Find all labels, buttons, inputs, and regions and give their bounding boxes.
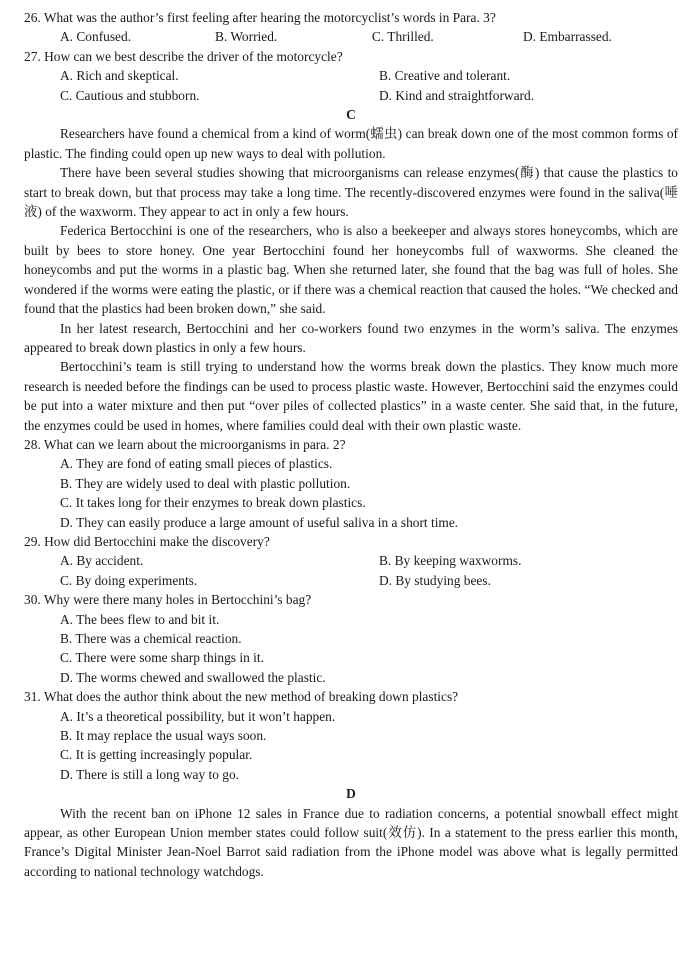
- question-31-option-c: C. It is getting increasingly popular.: [60, 747, 253, 763]
- question-28-option-c: C. It takes long for their enzymes to break down plastics.: [60, 495, 366, 511]
- section-c-heading: C: [346, 107, 356, 123]
- question-26-option-b: B. Worried.: [214, 29, 278, 45]
- section-c-paragraph-1: Researchers have found a chemical from a kind of worm(蠕虫) can break down one of the most common forms of plastic. The finding could open up new ways to deal with pollution.: [24, 126, 678, 161]
- question-26-option-d: D. Embarrassed.: [523, 29, 612, 45]
- question-30-option-d: D. The worms chewed and swallowed the plastic.: [60, 669, 326, 685]
- question-31-option-b: B. It may replace the usual ways soon.: [60, 728, 267, 744]
- question-29-options-row1: [24, 551, 678, 570]
- question-28-option-b: B. They are widely used to deal with plastic pollution.: [60, 475, 351, 491]
- section-c-paragraph-4: In her latest research, Bertocchini and her co-workers found two enzymes in the worm’s saliva. The enzymes appeared to break down plastics in only a few hours.: [24, 320, 678, 355]
- section-c-paragraph-3: Federica Bertocchini is one of the researchers, who is also a beekeeper and always stores honeycombs, which are built by bees to store honey. One year Bertocchini found her honeycombs full of waxworms. She cleaned the honeycombs and put the worms in a plastic bag. When she returned later, she found that the bag was full of holes. She wondered if the worms were eating the plastic, or if there was a chemical reaction that caused the holes. “We checked and found that the plastics had been broken down,” she said.: [24, 223, 678, 317]
- section-c-paragraph-5: Bertocchini’s team is still trying to understand how the worms break down the plastics. They know much more research is needed before the findings can be used to process plastic waste. However, Bertocchini said the enzymes could be put into a water mixture and then put “over piles of collected plastics” in a waste center. She said that, in the future, the enzymes could be used in homes, where families could deal with their own plastic waste.: [24, 359, 678, 433]
- question-27-option-d: D. Kind and straightforward.: [378, 87, 535, 103]
- question-28-stem: 28. What can we learn about the microorganisms in para. 2?: [24, 436, 346, 452]
- question-27-option-b: B. Creative and tolerant.: [378, 68, 511, 84]
- question-27-option-a: A. Rich and skeptical.: [60, 68, 179, 84]
- question-29-option-c: C. By doing experiments.: [60, 572, 198, 588]
- section-d-paragraph-1: With the recent ban on iPhone 12 sales in France due to radiation concerns, a potential snowball effect might appear, as other European Union member states could follow suit(效仿). In a statement to the press earlier this month, France’s Digital Minister Jean-Noel Barrot said radiation from the iPhone model was above what is legally permitted according to national technology watchdogs.: [24, 805, 678, 879]
- question-31-option-a: A. It’s a theoretical possibility, but it won’t happen.: [60, 708, 336, 724]
- question-30-option-b: B. There was a chemical reaction.: [60, 631, 242, 646]
- question-31-option-d: D. There is still a long way to go.: [60, 766, 240, 782]
- question-29-option-d: D. By studying bees.: [378, 572, 491, 588]
- question-30-option-c: C. There were some sharp things in it.: [60, 650, 264, 666]
- question-27-stem: 27. How can we best describe the driver of the motorcycle?: [24, 48, 343, 64]
- question-29-option-b: B. By keeping waxworms.: [378, 553, 522, 569]
- question-26-option-c: C. Thrilled.: [371, 29, 434, 45]
- question-30-option-a: A. The bees flew to and bit it.: [60, 611, 220, 627]
- question-27-options-row2: [24, 86, 678, 105]
- question-29-options-row2: [24, 571, 678, 590]
- question-29-option-a: A. By accident.: [60, 553, 144, 569]
- question-30-stem: 30. Why were there many holes in Bertocchini’s bag?: [24, 592, 312, 608]
- question-26-option-a: A. Confused.: [60, 29, 132, 45]
- section-c-paragraph-2: There have been several studies showing that microorganisms can release enzymes(酶) that cause the plastics to start to break down, but that process may take a long time. The recently-discovered enzymes were found in the saliva(唾液) of the waxworm. They appear to act in only a few hours.: [24, 165, 678, 220]
- question-27-options-row1: [24, 66, 678, 85]
- question-31-stem: 31. What does the author think about the new method of breaking down plastics?: [24, 689, 459, 705]
- question-26-options: [24, 27, 678, 46]
- question-26-stem: 26. What was the author’s first feeling after hearing the motorcyclist’s words in Para. 3?: [24, 10, 496, 25]
- question-27-option-c: C. Cautious and stubborn.: [60, 87, 200, 103]
- question-29-stem: 29. How did Bertocchini make the discovery?: [24, 533, 270, 549]
- question-28-option-d: D. They can easily produce a large amount of useful saliva in a short time.: [60, 514, 459, 530]
- section-d-heading: D: [346, 786, 356, 802]
- question-28-option-a: A. They are fond of eating small pieces of plastics.: [60, 456, 333, 472]
